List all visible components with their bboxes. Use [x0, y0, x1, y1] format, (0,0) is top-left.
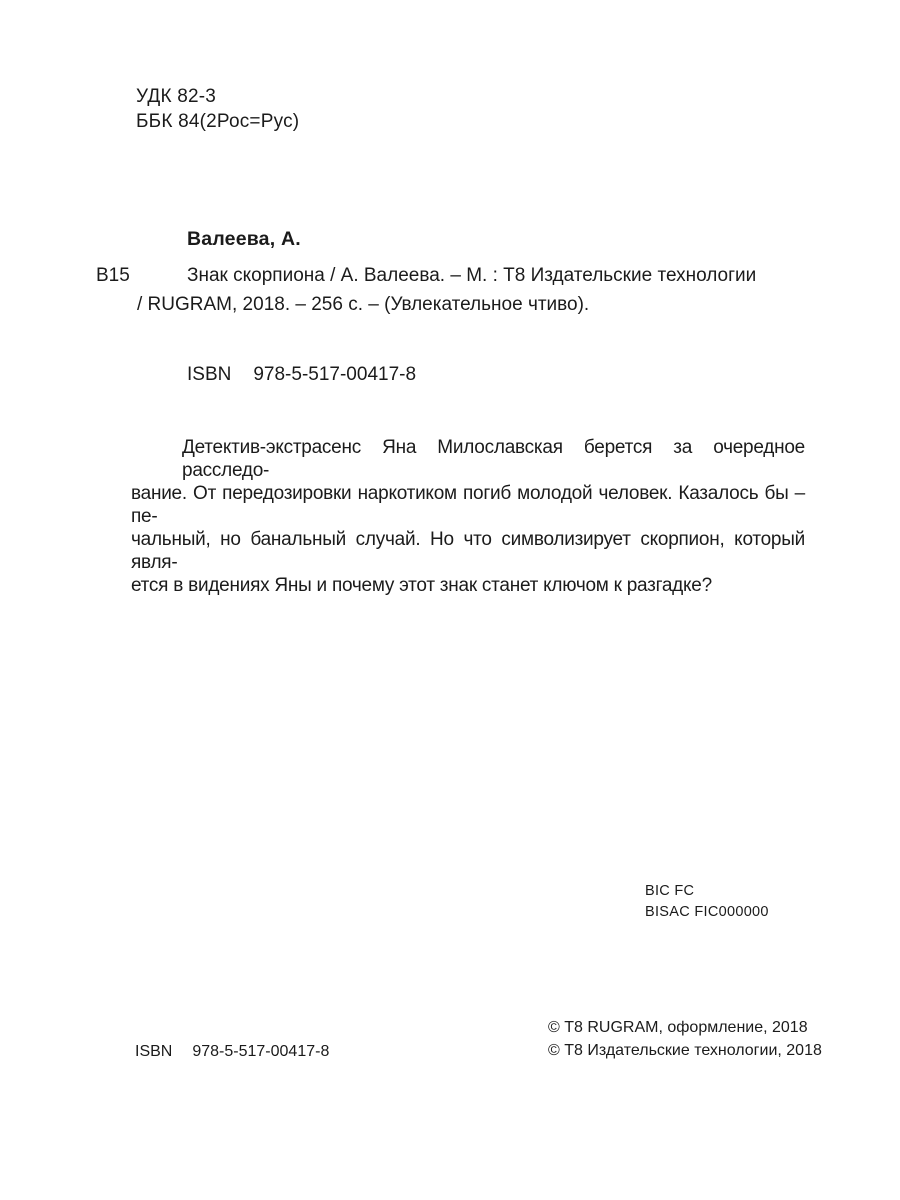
isbn-bottom-value: 978-5-517-00417-8 [192, 1043, 330, 1060]
annotation-line-4: ется в видениях Яны и почему этот знак станет ключом к разгадке? [131, 575, 712, 596]
isbn-bottom-label: ISBN [135, 1043, 173, 1060]
copyright-design-line: © Т8 RUGRAM, оформление, 2018 [548, 1019, 808, 1036]
annotation-paragraph [131, 436, 805, 597]
subject-codes-block [645, 881, 769, 923]
bic-code-line: BIC FC [645, 883, 695, 899]
udk-line: УДК 82-3 [136, 86, 217, 107]
bibliographic-entry-line-2: / RUGRAM, 2018. – 256 с. – (Увлекательное чтиво). [137, 294, 590, 315]
annotation-line-2: вание. От передозировки наркотиком погиб молодой человек. Казалось бы – пе- [131, 483, 805, 527]
bbk-line: ББК 84(2Рос=Рус) [136, 111, 300, 132]
bibliographic-entry-line-1: Знак скорпиона / А. Валеева. – М. : Т8 Издательские технологии [187, 265, 757, 286]
annotation-line-1: Детектив-экстрасенс Яна Милославская берется за очередное расследо- [182, 437, 805, 481]
author-sign-code: В15 [96, 265, 130, 286]
bisac-code-line: BISAC FIC000000 [645, 904, 769, 920]
isbn-main-label: ISBN [187, 364, 232, 385]
copyright-tech-line: © Т8 Издательские технологии, 2018 [548, 1042, 822, 1059]
classification-block [136, 84, 299, 134]
isbn-main-value: 978-5-517-00417-8 [253, 364, 417, 385]
isbn-main [187, 364, 416, 386]
author-heading: Валеева, А. [187, 228, 301, 250]
annotation-line-3: чальный, но банальный случай. Но что символизирует скорпион, который явля- [131, 529, 805, 573]
isbn-bottom [135, 1043, 329, 1061]
